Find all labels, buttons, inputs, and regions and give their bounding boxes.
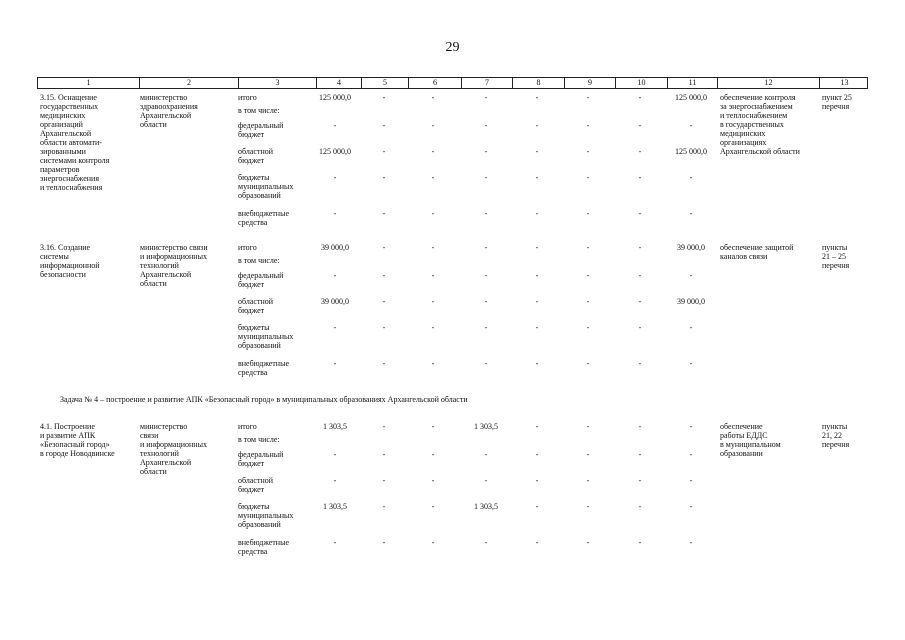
amount-cell: - bbox=[638, 323, 642, 332]
amount-cell: - bbox=[638, 476, 642, 485]
funding-source-label: в том числе: bbox=[238, 435, 280, 444]
funding-source-label: бюджеты муниципальных образований bbox=[238, 502, 294, 529]
amount-cell: - bbox=[586, 243, 590, 252]
amount-cell: - bbox=[484, 209, 488, 218]
amount-cell: - bbox=[431, 209, 435, 218]
amount-cell: - bbox=[484, 359, 488, 368]
amount-cell: - bbox=[382, 359, 386, 368]
amount-cell: - bbox=[431, 93, 435, 102]
amount-cell: - bbox=[638, 147, 642, 156]
amount-cell: - bbox=[382, 538, 386, 547]
amount-cell: - bbox=[431, 359, 435, 368]
amount-cell: 39 000,0 bbox=[321, 243, 349, 252]
amount-cell: - bbox=[431, 502, 435, 511]
amount-cell: - bbox=[382, 121, 386, 130]
amount-cell: - bbox=[535, 271, 539, 280]
amount-cell: - bbox=[586, 121, 590, 130]
amount-cell: - bbox=[484, 173, 488, 182]
amount-cell: - bbox=[586, 422, 590, 431]
amount-cell: - bbox=[535, 538, 539, 547]
column-header-4: 4 bbox=[316, 78, 361, 88]
amount-cell: - bbox=[689, 323, 693, 332]
funding-source-label: областной бюджет bbox=[238, 476, 274, 494]
amount-cell: - bbox=[333, 476, 337, 485]
amount-cell: - bbox=[484, 271, 488, 280]
amount-cell: - bbox=[431, 323, 435, 332]
amount-cell: - bbox=[638, 422, 642, 431]
column-header-5: 5 bbox=[361, 78, 408, 88]
amount-cell: - bbox=[535, 323, 539, 332]
amount-cell: - bbox=[689, 538, 693, 547]
column-header-13: 13 bbox=[819, 78, 869, 88]
amount-cell: - bbox=[431, 297, 435, 306]
funding-source-label: федеральный бюджет bbox=[238, 121, 284, 139]
amount-cell: - bbox=[535, 450, 539, 459]
amount-cell: - bbox=[586, 359, 590, 368]
amount-cell: 1 303,5 bbox=[474, 422, 498, 431]
amount-cell: 1 303,5 bbox=[474, 502, 498, 511]
amount-cell: 39 000,0 bbox=[677, 243, 705, 252]
amount-cell: 39 000,0 bbox=[321, 297, 349, 306]
amount-cell: - bbox=[535, 93, 539, 102]
amount-cell: 125 000,0 bbox=[319, 93, 351, 102]
funding-source-label: внебюджетные средства bbox=[238, 359, 289, 377]
amount-cell: - bbox=[431, 243, 435, 252]
amount-cell: - bbox=[484, 297, 488, 306]
amount-cell: - bbox=[431, 538, 435, 547]
amount-cell: - bbox=[535, 297, 539, 306]
column-header-3: 3 bbox=[238, 78, 316, 88]
executor: министерство связи и информационных технологий Архангельской области bbox=[140, 243, 208, 288]
amount-cell: - bbox=[638, 450, 642, 459]
amount-cell: - bbox=[535, 243, 539, 252]
amount-cell: - bbox=[382, 476, 386, 485]
amount-cell: - bbox=[382, 147, 386, 156]
amount-cell: - bbox=[586, 209, 590, 218]
amount-cell: - bbox=[535, 502, 539, 511]
amount-cell: - bbox=[689, 121, 693, 130]
funding-source-label: федеральный бюджет bbox=[238, 450, 284, 468]
amount-cell: - bbox=[431, 450, 435, 459]
amount-cell: - bbox=[586, 173, 590, 182]
column-header-10: 10 bbox=[615, 78, 667, 88]
amount-cell: - bbox=[586, 538, 590, 547]
task-heading: Задача № 4 – построение и развитие АПК «Безопасный город» в муниципальных образованиях Архангельской области bbox=[60, 395, 468, 404]
funding-source-label: областной бюджет bbox=[238, 147, 274, 165]
amount-cell: 1 303,5 bbox=[323, 422, 347, 431]
funding-source-label: федеральный бюджет bbox=[238, 271, 284, 289]
amount-cell: - bbox=[333, 121, 337, 130]
amount-cell: - bbox=[431, 121, 435, 130]
amount-cell: - bbox=[431, 173, 435, 182]
amount-cell: - bbox=[484, 243, 488, 252]
table-header bbox=[37, 77, 868, 89]
amount-cell: - bbox=[333, 209, 337, 218]
amount-cell: - bbox=[689, 422, 693, 431]
amount-cell: - bbox=[382, 422, 386, 431]
reference: пункты 21, 22 перечня bbox=[822, 422, 850, 449]
amount-cell: - bbox=[333, 450, 337, 459]
column-header-12: 12 bbox=[717, 78, 819, 88]
executor: министерство связи и информационных технологий Архангельской области bbox=[140, 422, 207, 476]
amount-cell: - bbox=[431, 147, 435, 156]
column-header-6: 6 bbox=[408, 78, 461, 88]
amount-cell: - bbox=[535, 422, 539, 431]
reference: пункт 25 перечня bbox=[822, 93, 852, 111]
amount-cell: - bbox=[484, 147, 488, 156]
funding-source-label: итого bbox=[238, 243, 257, 252]
amount-cell: 125 000,0 bbox=[675, 147, 707, 156]
amount-cell: - bbox=[333, 538, 337, 547]
amount-cell: - bbox=[586, 297, 590, 306]
funding-source-label: бюджеты муниципальных образований bbox=[238, 323, 294, 350]
funding-source-label: бюджеты муниципальных образований bbox=[238, 173, 294, 200]
amount-cell: - bbox=[586, 450, 590, 459]
amount-cell: - bbox=[382, 450, 386, 459]
amount-cell: - bbox=[689, 209, 693, 218]
funding-source-label: областной бюджет bbox=[238, 297, 274, 315]
amount-cell: - bbox=[586, 147, 590, 156]
amount-cell: - bbox=[689, 271, 693, 280]
expected-result: обеспечение защитой каналов связи bbox=[720, 243, 794, 261]
amount-cell: - bbox=[689, 359, 693, 368]
amount-cell: - bbox=[431, 271, 435, 280]
funding-source-label: итого bbox=[238, 93, 257, 102]
amount-cell: - bbox=[689, 476, 693, 485]
amount-cell: - bbox=[586, 271, 590, 280]
amount-cell: - bbox=[484, 476, 488, 485]
amount-cell: - bbox=[382, 173, 386, 182]
measure-name: 3.15. Оснащение государственных медицинских организаций Архангельской области автомати- зированными системами контроля параметров энергоснабжения и теплоснабжения bbox=[40, 93, 110, 192]
column-header-1: 1 bbox=[86, 78, 91, 87]
amount-cell: - bbox=[431, 476, 435, 485]
amount-cell: - bbox=[586, 323, 590, 332]
amount-cell: - bbox=[535, 121, 539, 130]
amount-cell: - bbox=[586, 476, 590, 485]
measure-name: 4.1. Построение и развитие АПК «Безопасный город» в городе Новодвинске bbox=[40, 422, 115, 458]
amount-cell: - bbox=[382, 243, 386, 252]
amount-cell: - bbox=[638, 93, 642, 102]
amount-cell: - bbox=[382, 271, 386, 280]
amount-cell: - bbox=[586, 93, 590, 102]
amount-cell: - bbox=[535, 476, 539, 485]
amount-cell: - bbox=[484, 538, 488, 547]
amount-cell: - bbox=[382, 297, 386, 306]
executor: министерство здравоохранения Архангельской области bbox=[140, 93, 198, 129]
amount-cell: - bbox=[638, 173, 642, 182]
amount-cell: - bbox=[638, 297, 642, 306]
amount-cell: - bbox=[638, 359, 642, 368]
amount-cell: - bbox=[382, 93, 386, 102]
amount-cell: 125 000,0 bbox=[319, 147, 351, 156]
amount-cell: - bbox=[484, 450, 488, 459]
amount-cell: - bbox=[689, 450, 693, 459]
column-header-9: 9 bbox=[564, 78, 615, 88]
amount-cell: - bbox=[586, 502, 590, 511]
amount-cell: - bbox=[333, 173, 337, 182]
measure-name: 3.16. Создание системы информационной безопасности bbox=[40, 243, 100, 279]
amount-cell: 125 000,0 bbox=[675, 93, 707, 102]
amount-cell: - bbox=[535, 147, 539, 156]
amount-cell: - bbox=[638, 502, 642, 511]
amount-cell: - bbox=[431, 422, 435, 431]
amount-cell: - bbox=[382, 502, 386, 511]
amount-cell: - bbox=[484, 121, 488, 130]
amount-cell: - bbox=[333, 271, 337, 280]
amount-cell: 1 303,5 bbox=[323, 502, 347, 511]
amount-cell: - bbox=[535, 209, 539, 218]
amount-cell: - bbox=[333, 359, 337, 368]
amount-cell: - bbox=[638, 271, 642, 280]
funding-source-label: в том числе: bbox=[238, 106, 280, 115]
amount-cell: - bbox=[535, 359, 539, 368]
funding-source-label: итого bbox=[238, 422, 257, 431]
amount-cell: - bbox=[689, 502, 693, 511]
funding-source-label: внебюджетные средства bbox=[238, 538, 289, 556]
column-header-7: 7 bbox=[461, 78, 512, 88]
column-header-8: 8 bbox=[512, 78, 564, 88]
amount-cell: - bbox=[535, 173, 539, 182]
amount-cell: 39 000,0 bbox=[677, 297, 705, 306]
amount-cell: - bbox=[484, 323, 488, 332]
amount-cell: - bbox=[638, 209, 642, 218]
column-header-11: 11 bbox=[667, 78, 717, 88]
amount-cell: - bbox=[689, 173, 693, 182]
amount-cell: - bbox=[333, 323, 337, 332]
page-number: 29 bbox=[445, 40, 460, 55]
amount-cell: - bbox=[638, 121, 642, 130]
expected-result: обеспечение контроля за энергоснабжением и теплоснабжением в государственных медицинских организациях Архангельской области bbox=[720, 93, 800, 156]
amount-cell: - bbox=[382, 209, 386, 218]
column-header-2: 2 bbox=[139, 78, 238, 88]
amount-cell: - bbox=[382, 323, 386, 332]
amount-cell: - bbox=[638, 243, 642, 252]
funding-source-label: в том числе: bbox=[238, 256, 280, 265]
funding-source-label: внебюджетные средства bbox=[238, 209, 289, 227]
reference: пункты 21 – 25 перечня bbox=[822, 243, 850, 270]
expected-result: обеспечение работы ЕДДС в муниципальном образовании bbox=[720, 422, 781, 458]
amount-cell: - bbox=[484, 93, 488, 102]
amount-cell: - bbox=[638, 538, 642, 547]
